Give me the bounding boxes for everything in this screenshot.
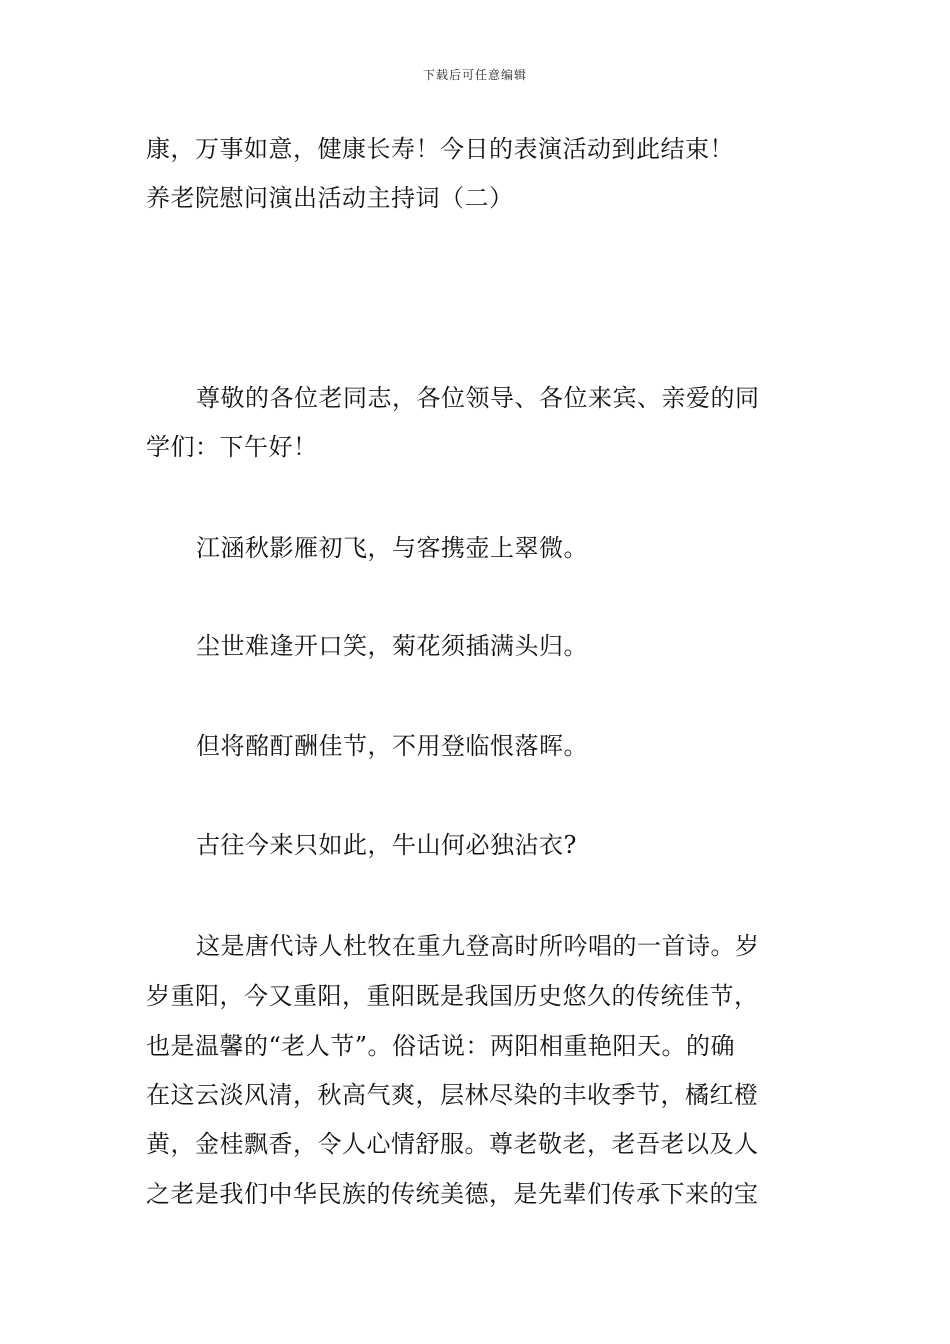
paragraph-line: 这是唐代诗人杜牧在重九登高时所吟唱的一首诗。岁 (196, 932, 760, 960)
poem-line: 尘世难逢开口笑，菊花须插满头归。 (196, 632, 588, 660)
poem-line: 但将酩酊酬佳节，不用登临恨落晖。 (196, 732, 588, 760)
paragraph-line: 也是温馨的“老人节”。俗话说：两阳相重艳阳天。的确 (146, 1032, 736, 1060)
greeting-line-2: 学们：下午好！ (146, 433, 318, 461)
paragraph-line: 黄，金桂飘香，令人心情舒服。尊老敬老，老吾老以及人 (146, 1130, 759, 1158)
section-title: 养老院慰问演出活动主持词（二） (146, 184, 514, 212)
paragraph-line: 之老是我们中华民族的传统美德，是先辈们传承下来的宝 (146, 1180, 759, 1208)
poem-line: 古往今来只如此，牛山何必独沾衣? (196, 831, 577, 859)
poem-line: 江涵秋影雁初飞，与客携壶上翠微。 (196, 534, 588, 562)
greeting-line-1: 尊敬的各位老同志，各位领导、各位来宾、亲爱的同 (196, 384, 760, 412)
header-note: 下载后可任意编辑 (422, 68, 527, 82)
paragraph-line: 在这云淡风清，秋高气爽，层林尽染的丰收季节，橘红橙 (146, 1081, 759, 1109)
closing-line: 康，万事如意，健康长寿！今日的表演活动到此结束！ (146, 135, 734, 163)
paragraph-line: 岁重阳，今又重阳，重阳既是我国历史悠久的传统佳节， (146, 982, 759, 1010)
